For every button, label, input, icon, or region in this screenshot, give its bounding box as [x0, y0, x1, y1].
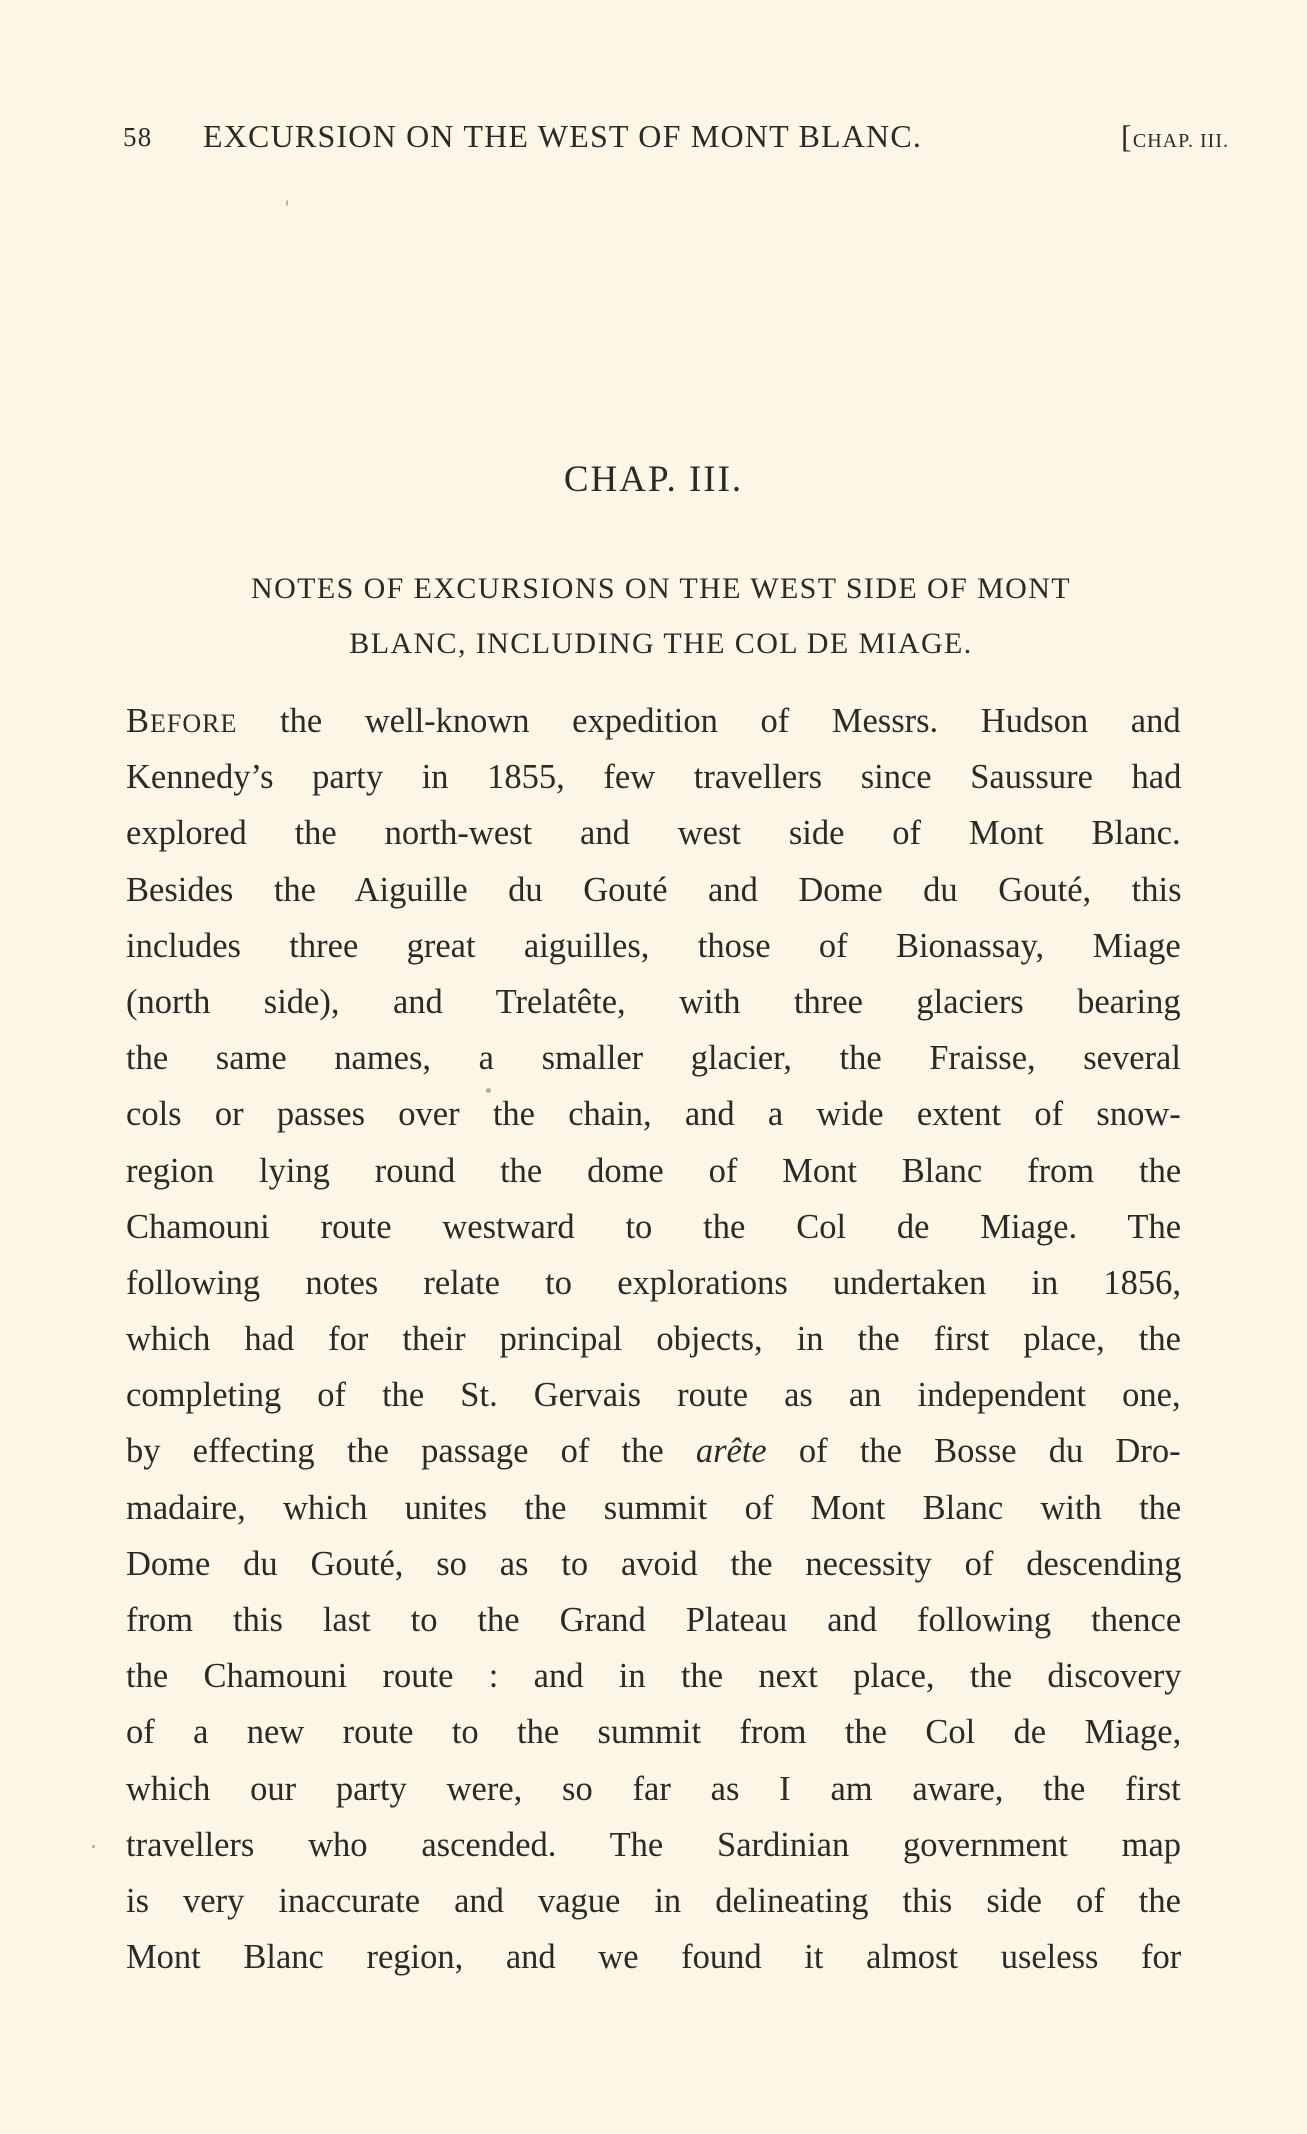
text-line: region lying round the dome of Mont Blanc from the — [126, 1151, 1182, 1190]
lead-small-caps: EFORE — [150, 709, 238, 738]
text-line: which had for their principal objects, in the first place, the — [126, 1320, 1181, 1359]
chapter-subtitle — [136, 561, 1186, 671]
text-line: Besides the Aiguille du Gouté and Dome du Gouté, this — [126, 870, 1182, 909]
paper-speck — [286, 200, 288, 206]
text-line: the Chamouni route : and in the next place, the discovery — [126, 1657, 1182, 1696]
text-line: travellers who ascended. The Sardinian government map — [126, 1825, 1182, 1864]
text-line: is very inaccurate and vague in delineating this side of the — [126, 1881, 1181, 1920]
text-line: madaire, which unites the summit of Mont Blanc with the — [126, 1488, 1182, 1527]
text-line: the same names, a smaller glacier, the Fraisse, several — [126, 1039, 1181, 1078]
chapter-subtitle-line-2: BLANC, INCLUDING THE COL DE MIAGE. — [349, 627, 973, 660]
arete-line-before: by effecting the passage of the — [126, 1432, 696, 1471]
page-number: 58 — [123, 122, 153, 152]
text-line: from this last to the Grand Plateau and following thence — [126, 1601, 1182, 1639]
text-line — [126, 1423, 1181, 1479]
text-line: completing of the St. Gervais route as an independent one, — [126, 1376, 1181, 1415]
chapter-bracket: [ — [1121, 118, 1133, 154]
running-head-chapter — [1121, 118, 1229, 155]
paper-speck — [92, 1845, 95, 1848]
text-line: includes three great aiguilles, those of Bionassay, Miage — [126, 926, 1181, 965]
text-line: explored the north-west and west side of Mont Blanc. — [126, 814, 1181, 853]
chapter-heading: CHAP. III. — [563, 459, 744, 500]
chapter-subtitle-line-1: NOTES OF EXCURSIONS ON THE WEST SIDE OF MONT — [251, 572, 1071, 605]
body-paragraph — [126, 693, 1181, 1985]
text-line: Dome du Gouté, so as to avoid the necessity of descending — [126, 1544, 1182, 1583]
text-line: following notes relate to explorations undertaken in 1856, — [126, 1263, 1182, 1302]
text-line: Mont Blanc region, and we found it almost useless for — [126, 1938, 1182, 1977]
text-line: Kennedy’s party in 1855, few travellers since Saussure had — [126, 758, 1182, 797]
text-line: cols or passes over the chain, and a wide extent of snow- — [126, 1095, 1181, 1134]
chapter-label: CHAP. III. — [1132, 130, 1229, 152]
text-line: Chamouni route westward to the Col de Miage. The — [126, 1207, 1182, 1246]
arete-word: arête — [695, 1432, 767, 1471]
lead-capital: B — [126, 702, 151, 740]
lead-word — [126, 702, 237, 740]
text-line: of a new route to the summit from the Col de Miage, — [126, 1713, 1182, 1752]
arete-line-after: of the Bosse du Dro- — [766, 1432, 1181, 1471]
running-head-title: EXCURSION ON THE WEST OF MONT BLANC. — [203, 118, 923, 154]
text-line: which our party were, so far as I am aware, the first — [126, 1769, 1181, 1808]
text-line: (north side), and Trelatête, with three glaciers bearing — [126, 982, 1181, 1021]
running-head — [123, 118, 1229, 162]
line-1-text: the well-known expedition of Messrs. Hudson and — [237, 702, 1181, 740]
text-line — [126, 693, 1181, 749]
paper-speck — [486, 1088, 491, 1093]
